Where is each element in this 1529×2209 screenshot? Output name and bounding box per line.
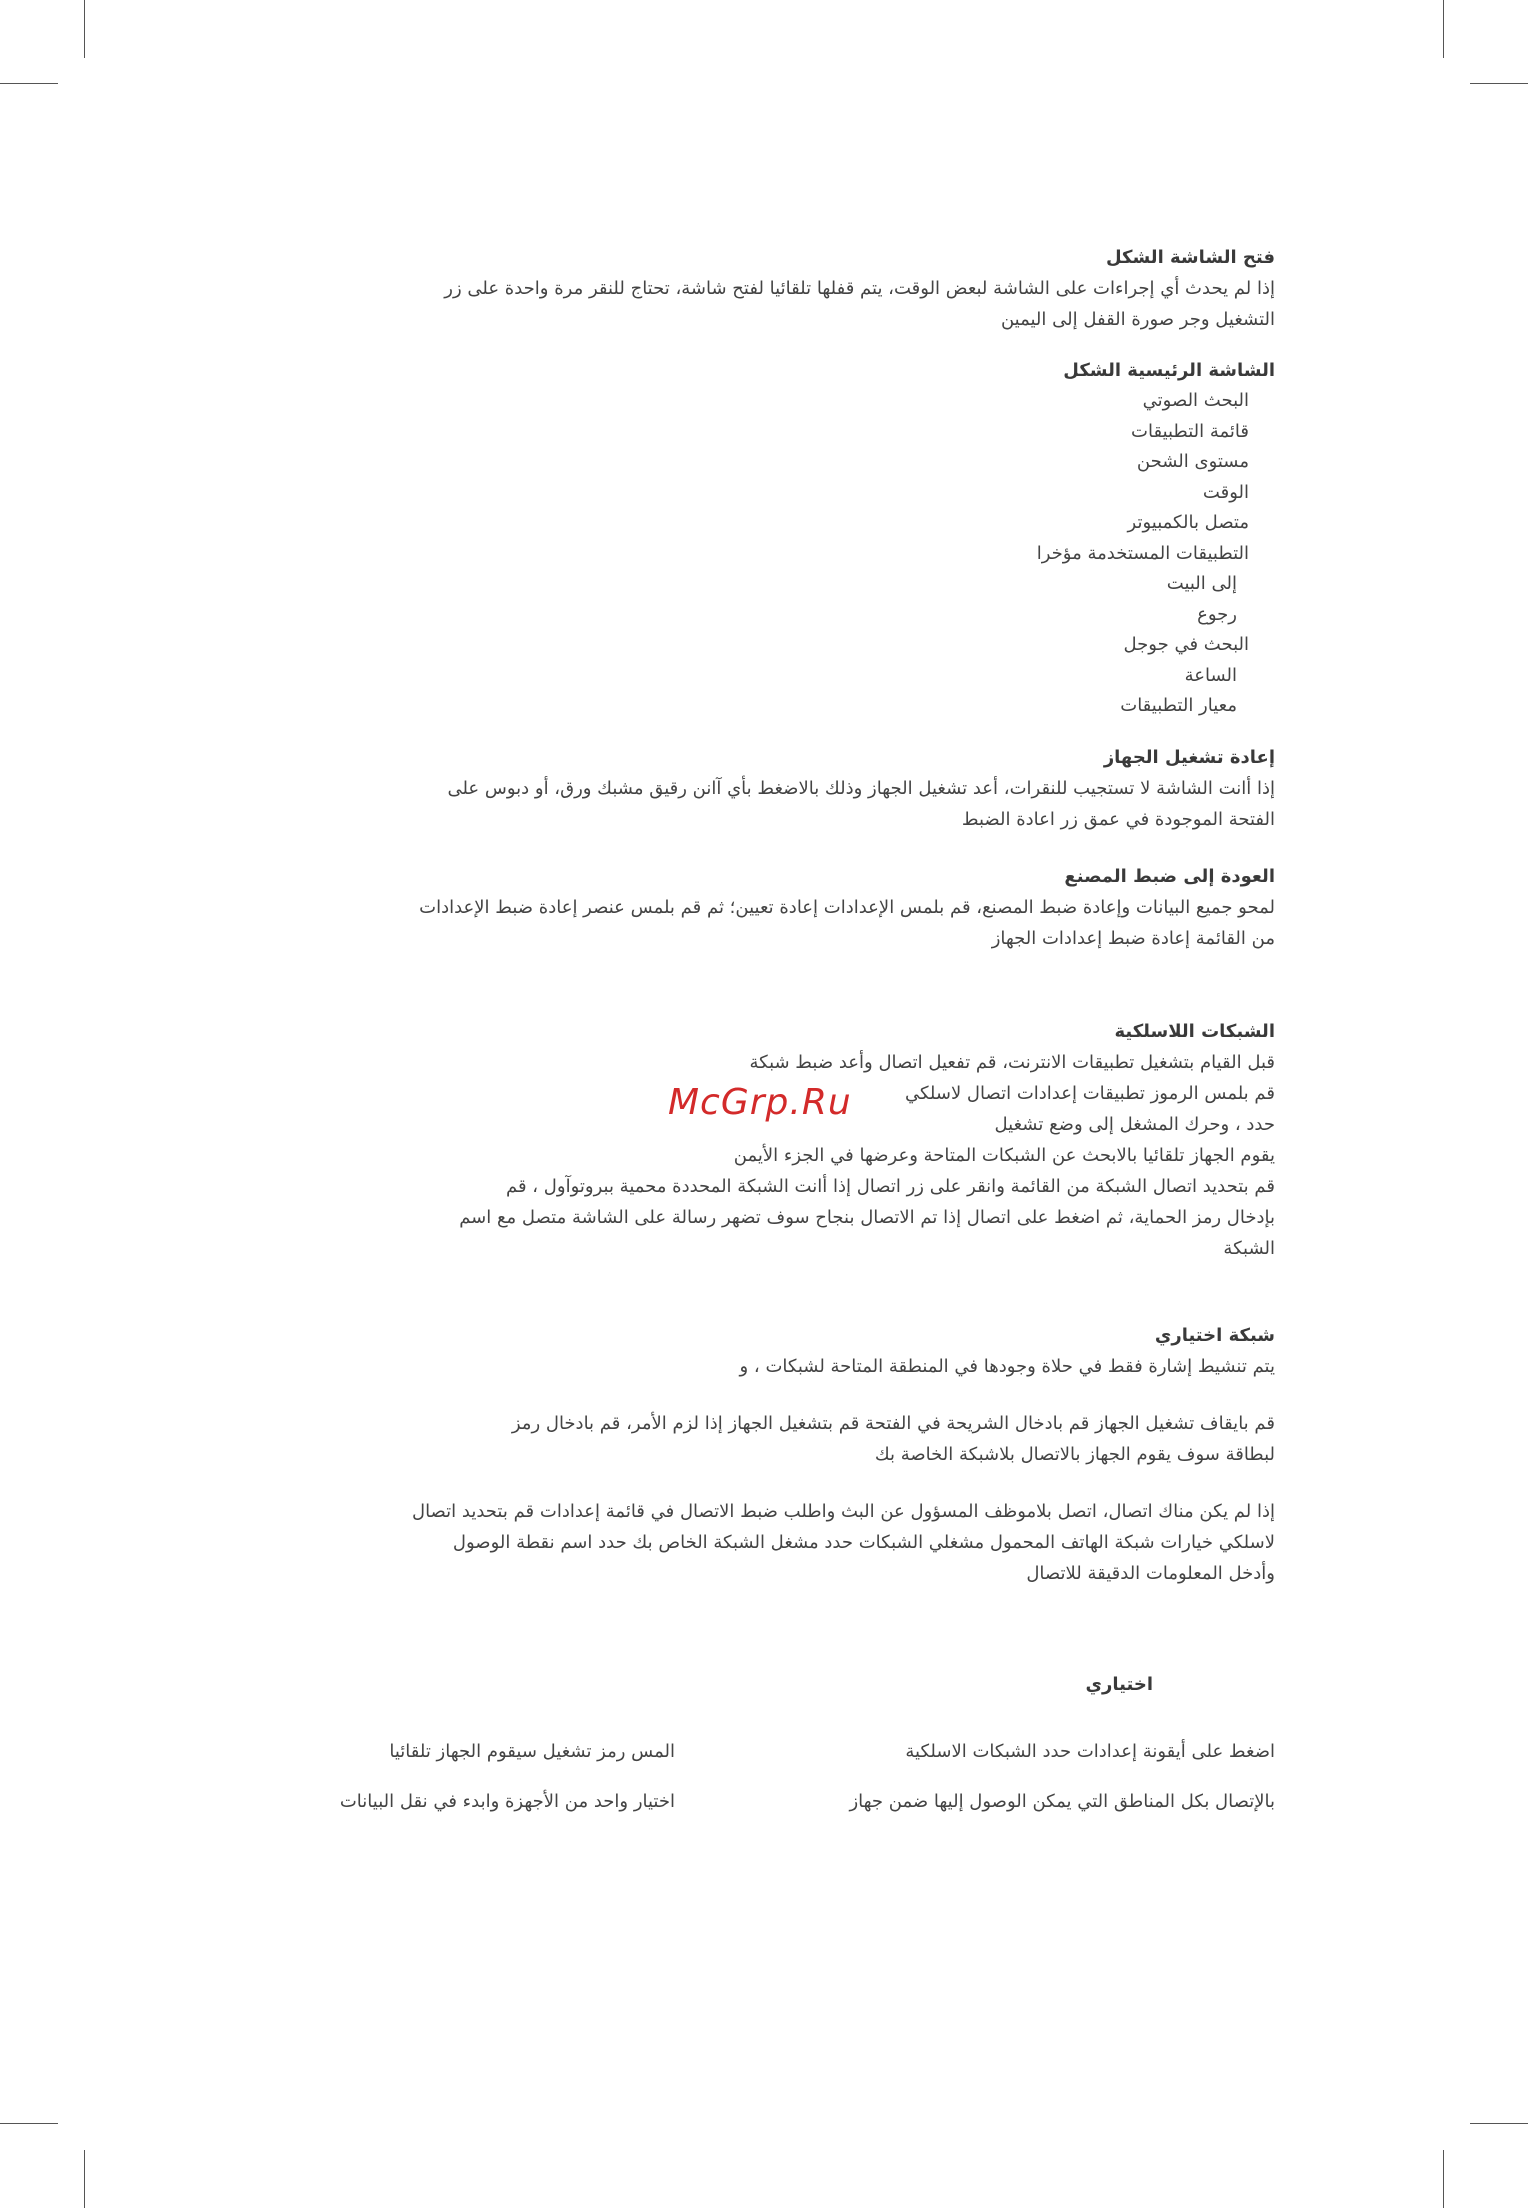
list-item: معيار التطبيقات <box>1120 695 1237 716</box>
paragraph-line: المس رمز تشغيل سيقوم الجهاز تلقائيا <box>389 1741 675 1762</box>
list-item: إلى البيت <box>1166 573 1237 594</box>
list-item: التطبيقات المستخدمة مؤخرا <box>1036 542 1249 564</box>
paragraph-line: لاسلكي خيارات شبكة الهاتف المحمول مشغلي الشبكات حدد مشغل الشبكة الخاص بك حدد اسم نقطة الوصول <box>452 1531 1275 1553</box>
paragraph-line: اختيار واحد من الأجهزة وابدء في نقل البيانات <box>339 1791 675 1812</box>
paragraph-line: بالإتصال بكل المناطق التي يمكن الوصول إليها ضمن جهاز <box>849 1791 1275 1812</box>
list-item: الساعة <box>1184 664 1237 686</box>
list-item: البحث في جوجل <box>1123 634 1249 655</box>
list-item: رجوع <box>1197 603 1237 625</box>
paragraph-line: لبطاقة سوف يقوم الجهاز بالاتصال بلاشبكة الخاصة بك <box>874 1443 1275 1465</box>
paragraph-line: الشبكة <box>1223 1237 1275 1259</box>
section-unlock <box>300 242 1275 335</box>
crop-mark <box>1470 83 1528 84</box>
paragraph-line: يتم تنشيط إشارة فقط في حلاة وجودها في المنطقة المتاحة لشبكات ، و <box>739 1355 1275 1377</box>
crop-mark <box>1470 2123 1528 2124</box>
crop-mark <box>0 2123 58 2124</box>
watermark-text: McGrp.Ru <box>668 1082 852 1123</box>
list-item: مستوى الشحن <box>1136 451 1249 472</box>
crop-mark <box>1443 0 1444 58</box>
paragraph-line: حدد ، وحرك المشغل إلى وضع تشغيل <box>994 1113 1275 1135</box>
section-factory-reset <box>300 861 1275 954</box>
paragraph-line: قم بتحديد اتصال الشبكة من القائمة وانقر على زر اتصال إذا أانت الشبكة المحددة محمية ببروتوآول ، قم <box>505 1175 1275 1197</box>
document-body <box>300 242 1275 1589</box>
section-heading: الشاشة الرئيسية الشكل <box>1063 360 1275 381</box>
crop-mark <box>84 0 85 58</box>
paragraph-line: الفتحة الموجودة في عمق زر اعادة الضبط <box>961 808 1275 830</box>
section-heading: إعادة تشغيل الجهاز <box>1103 746 1275 768</box>
list-item: قائمة التطبيقات <box>1131 420 1249 442</box>
paragraph-line: التشغيل وجر صورة القفل إلى اليمين <box>1000 309 1275 330</box>
section-heading-optional: اختياري <box>1085 1674 1153 1695</box>
section-heading: الشبكات اللاسلكية <box>1114 1020 1275 1042</box>
paragraph-line: إذا لم يحدث أي إجراءات على الشاشة لبعض الوقت، يتم قفلها تلقائيا لفتح شاشة، تحتاج للنقر مرة واحدة على زر <box>444 278 1275 299</box>
paragraph-line: لمحو جميع البيانات وإعادة ضبط المصنع، قم بلمس الإعدادات إعادة تعيين؛ ثم قم بلمس عنصر إعادة ضبط الإعدادات <box>419 896 1275 918</box>
paragraph-line: قم بلمس الرموز تطبيقات إعدادات اتصال لاسلكي <box>904 1082 1275 1104</box>
paragraph-line: من القائمة إعادة ضبط إعدادات الجهاز <box>991 927 1275 949</box>
section-heading: شبكة اختياري <box>1154 1324 1275 1346</box>
paragraph-line: إذا أانت الشاشة لا تستجيب للنقرات، أعد تشغيل الجهاز وذلك بالاضغط بأي آانن رقيق مشبك ورق، أو دبوس على <box>447 777 1275 799</box>
section-restart <box>300 742 1275 835</box>
paragraph-line: يقوم الجهاز تلقائيا بالابحث عن الشبكات المتاحة وعرضها في الجزء الأيمن <box>733 1144 1275 1166</box>
paragraph-line: وأدخل المعلومات الدقيقة للاتصال <box>1026 1562 1275 1584</box>
paragraph-line: إذا لم يكن مناك اتصال، اتصل بلاموظف المسؤول عن البث واطلب ضبط الاتصال في قائمة إعدادات قم بتحديد اتصال <box>411 1500 1275 1522</box>
paragraph-line: اضغط على أيقونة إعدادات حدد الشبكات الاسلكية <box>905 1741 1275 1762</box>
paragraph-line: قم بايقاف تشغيل الجهاز قم بادخال الشريحة في الفتحة قم بتشغيل الجهاز إذا لزم الأمر، قم بادخال رمز <box>511 1412 1275 1434</box>
home-screen-legend <box>300 386 1275 722</box>
section-mobile-network <box>300 1320 1275 1589</box>
list-item: الوقت <box>1202 481 1249 503</box>
section-home-screen <box>300 355 1275 722</box>
paragraph-line: قبل القيام بتشغيل تطبيقات الانترنت، قم تفعيل اتصال وأعد ضبط شبكة <box>749 1051 1275 1073</box>
section-wireless <box>300 1016 1275 1264</box>
section-heading: فتح الشاشة الشكل <box>1105 247 1275 268</box>
section-heading: العودة إلى ضبط المصنع <box>1064 865 1275 887</box>
list-item: البحث الصوتي <box>1142 390 1249 411</box>
crop-mark <box>84 2150 85 2208</box>
crop-mark <box>0 83 58 84</box>
list-item: متصل بالكمبيوتر <box>1127 512 1249 533</box>
crop-mark <box>1443 2150 1444 2208</box>
paragraph-line: بإدخال رمز الحماية، ثم اضغط على اتصال إذا تم الاتصال بنجاح سوف تضهر رسالة على الشاشة متصل مع اسم <box>459 1206 1275 1228</box>
